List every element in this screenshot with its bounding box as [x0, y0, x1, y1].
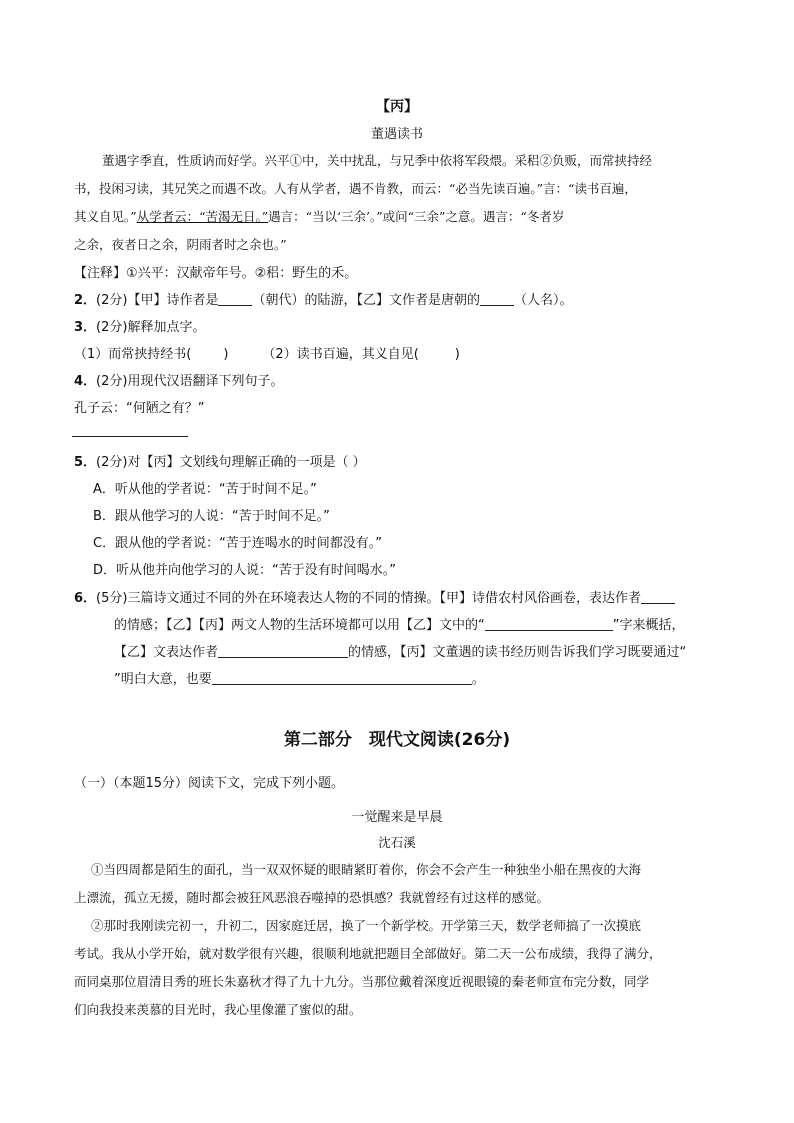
q2-score: (2分)	[96, 293, 128, 308]
story-line-3: ②那时我刚读完初一，升初二，因家庭迁居，换了一个新学校。开学第三天，数学老师搞了一次摸底	[91, 918, 642, 933]
q6-line-2: 的情感；【乙】【丙】两文人物的生活环境都可以用【乙】文中的“ ”字来概括，	[114, 618, 685, 633]
question-3	[74, 316, 205, 335]
passage-line-3-start: 其义自见。”	[74, 209, 137, 224]
q5-option-b[interactable]: B．跟从他学习的人说：“苦于时间不足。”	[93, 509, 330, 524]
q3-item-2: （2）读书百遍，其义自见(	[262, 347, 419, 362]
q6-number: 6．	[74, 591, 97, 606]
underlined-sentence: 从学者云：“苦渴无日。”	[136, 209, 269, 224]
q4-sentence: 孔子云：“何陋之有？”	[74, 401, 205, 416]
q2-number: 2．	[74, 293, 97, 308]
question-4	[74, 370, 283, 389]
q5-score: (2分)	[96, 455, 128, 470]
passage-line-3-end: 遇言：“当以‘三余’。”或问“三余”之意。遇言：“冬者岁	[268, 209, 565, 224]
q6-blank-3[interactable]	[218, 643, 348, 658]
annotation-note: 【注释】①兴平：汉献帝年号。②稆：野生的禾。	[74, 266, 358, 281]
section-header-bing: 【丙】	[376, 99, 418, 115]
q2-blank-1[interactable]	[218, 291, 252, 306]
q6-score: (5分)	[96, 591, 128, 606]
q3-items: （1）而常挟持经书( ) （2）读书百遍，其义自见( )	[74, 347, 460, 362]
passage-line-2: 书，投闲习读，其兄笑之而遇不改。人有从学者，遇不肯教，而云：“必当先读百遍。”言：“读书百遍，	[74, 181, 637, 196]
question-6	[74, 587, 675, 606]
q4-answer-line[interactable]	[72, 436, 188, 437]
passage-line-3	[74, 207, 564, 225]
story-line-5: 而同桌那位眉清目秀的班长朱嘉秋才得了九十九分。当那位戴着深度近视眼镜的秦老师宣布完分数，同学	[74, 974, 650, 989]
story-line-2: 上漂流，孤立无援，随时都会被狂风恶浪吞噬掉的恐惧感？我就曾经有过这样的感觉。	[74, 890, 550, 905]
question-2	[74, 289, 573, 308]
q5-number: 5．	[74, 455, 97, 470]
q6-line-3: 【乙】文表达作者 的情感，【丙】文董遇的读书经历则告诉我们学习既要通过“	[114, 645, 687, 660]
q6-line-1: 三篇诗文通过不同的外在环境表达人物的不同的情操。【甲】诗借农村风俗画卷，表达作者	[127, 591, 641, 606]
story-line-4: 考试。我从小学开始，就对数学很有兴趣，很顺利地就把题目全部做好。第二天一公布成绩，我得了满分，	[74, 946, 662, 961]
q6-line-4: ”明白大意，也要 。	[114, 672, 485, 687]
q2-text-c: （人名）。	[514, 293, 573, 308]
q5-text: 对【丙】文划线句理解正确的一项是（ ）	[127, 455, 366, 470]
part-2-title: 第二部分 现代文阅读(26分)	[283, 730, 511, 750]
q3-item-1: （1）而常挟持经书(	[74, 347, 192, 362]
q6-blank-1[interactable]	[641, 589, 675, 604]
q5-option-a[interactable]: A．听从他的学者说：“苦于时间不足。”	[93, 482, 317, 497]
q6-blank-2[interactable]	[485, 616, 613, 631]
q3-score: (2分)	[96, 320, 128, 335]
q4-text: 用现代汉语翻译下列句子。	[127, 374, 284, 389]
q5-option-d[interactable]: D．听从他并向他学习的人说：“苦于没有时间喝水。”	[93, 563, 396, 578]
question-5	[74, 451, 366, 470]
section-1-instruction: （一）（本题15分）阅读下文，完成下列小题。	[74, 776, 345, 791]
story-line-1: ①当四周都是陌生的面孔，当一双双怀疑的眼睛紧盯着你，你会不会产生一种独坐小船在黑夜的大海	[91, 862, 642, 877]
story-author: 沈石溪	[378, 835, 416, 850]
q3-text: 解释加点字。	[127, 320, 206, 335]
q5-option-c[interactable]: C．跟从他的学者说：“苦于连喝水的时间都没有。”	[93, 536, 383, 551]
q2-text-a: 【甲】诗作者是	[127, 293, 219, 308]
passage-line-4: 之余，夜者日之余，阴雨者时之余也。”	[74, 237, 287, 252]
passage-title-bing: 董遇读书	[370, 127, 423, 142]
q4-number: 4．	[74, 374, 97, 389]
q2-blank-2[interactable]	[480, 291, 514, 306]
q4-score: (2分)	[96, 374, 128, 389]
q6-blank-4[interactable]	[212, 670, 472, 685]
story-line-6: 们向我投来羡慕的目光时，我心里像灌了蜜似的甜。	[74, 1002, 362, 1017]
q3-number: 3．	[74, 320, 97, 335]
passage-line-1: 董遇字季直，性质讷而好学。兴平①中，关中扰乱，与兄季中依将军段煨。采稆②负贩，而常挟持经	[102, 153, 653, 168]
story-title: 一觉醒来是早晨	[351, 810, 443, 825]
q2-text-b: （朝代）的陆游，【乙】文作者是唐朝的	[252, 293, 480, 308]
